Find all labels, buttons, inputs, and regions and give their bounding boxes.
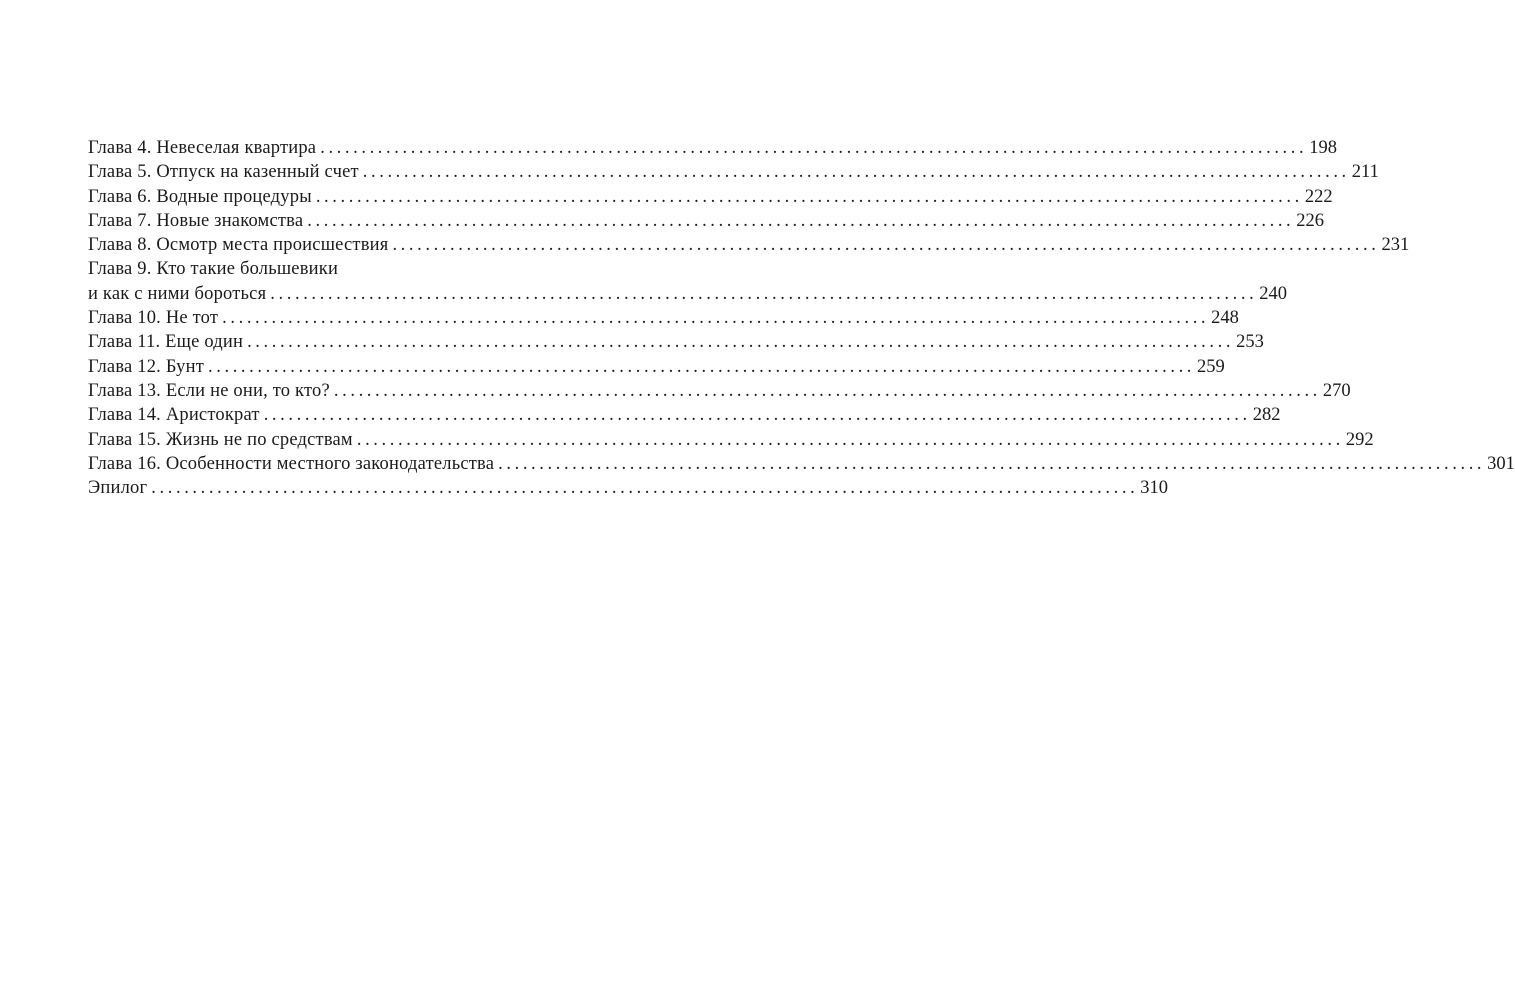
toc-entry-title: и как с ними бороться [88,283,267,304]
toc-entry-page: 231 [1381,235,1410,256]
toc-entry [88,209,1325,233]
toc-leader-dots: ........................................................................................................................ [356,429,1344,450]
toc-entry-page: 198 [1309,138,1337,158]
toc-entry [88,136,1337,160]
toc-leader-dots: ........................................................................................................................ [247,332,1235,353]
toc-entry-title: Глава 7. Новые знакомства [88,210,304,231]
toc-entry [88,452,1515,476]
toc-leader-dots: ........................................................................................................................ [263,405,1251,426]
toc-entry-title: Глава 11. Еще один [88,332,244,353]
toc-entry-title: Глава 6. Водные процедуры [88,186,312,207]
toc-entry-page: 270 [1322,380,1351,401]
toc-entry [88,185,1333,209]
toc-entry-page: 240 [1259,283,1288,304]
toc-leader-dots: ........................................................................................................................ [222,308,1210,329]
toc-entry [88,428,1374,452]
toc-entry-page: 253 [1236,332,1264,353]
toc-entry-title: Глава 16. Особенности местного законодательства [88,453,495,474]
toc-entry-page: 301 [1487,453,1515,474]
toc-entry-page: 226 [1296,210,1325,231]
toc-entry-title: Глава 15. Жизнь не по средствам [88,429,353,450]
toc-entry [88,160,1379,184]
toc-entry [88,257,558,281]
toc-leader-dots: ........................................................................................................................ [315,186,1303,207]
toc-leader-dots: ........................................................................................................................ [151,478,1139,499]
toc-entry-page: 310 [1140,478,1169,499]
toc-entry-page: 292 [1345,429,1374,450]
toc-entry [88,306,1239,330]
toc-entry [88,233,1410,257]
toc-entry-page: 259 [1197,356,1225,377]
toc-entry [88,476,1169,500]
toc-leader-dots: ........................................................................................................................ [208,356,1196,377]
toc-entry [88,355,1225,379]
toc-entry-page: 211 [1351,162,1379,183]
toc-leader-dots: ........................................................................................................................ [362,162,1350,183]
toc-entry-title: Глава 10. Не тот [88,308,219,329]
toc-entry [88,330,1264,354]
table-of-contents [88,136,1515,500]
toc-entry-page: 248 [1211,308,1239,329]
toc-entry-title: Глава 8. Осмотр места происшествия [88,235,389,256]
toc-entry [88,403,1281,427]
toc-entry-title: Глава 5. Отпуск на казенный счет [88,162,359,183]
toc-leader-dots: ........................................................................................................................ [333,380,1321,401]
toc-entry [88,282,1288,306]
toc-entry-title: Глава 12. Бунт [88,356,205,377]
toc-leader-dots: ........................................................................................................................ [392,235,1380,256]
toc-entry-title: Глава 4. Невеселая квартира [88,138,317,158]
toc-entry-title: Глава 13. Если не они, то кто? [88,380,330,401]
toc-leader-dots: ........................................................................................................................ [270,283,1258,304]
toc-leader-dots: ........................................................................................................................ [320,138,1308,158]
toc-entry-title: Глава 14. Аристократ [88,405,260,426]
toc-entry [88,379,1351,403]
toc-entry-title: Глава 9. Кто такие большевики [88,259,339,280]
toc-entry-page: 282 [1252,405,1281,426]
toc-entry-page: 222 [1304,186,1333,207]
toc-entry-title: Эпилог [88,478,148,499]
toc-leader-dots: ........................................................................................................................ [307,210,1295,231]
toc-leader-dots: ........................................................................................................................ [498,453,1486,474]
